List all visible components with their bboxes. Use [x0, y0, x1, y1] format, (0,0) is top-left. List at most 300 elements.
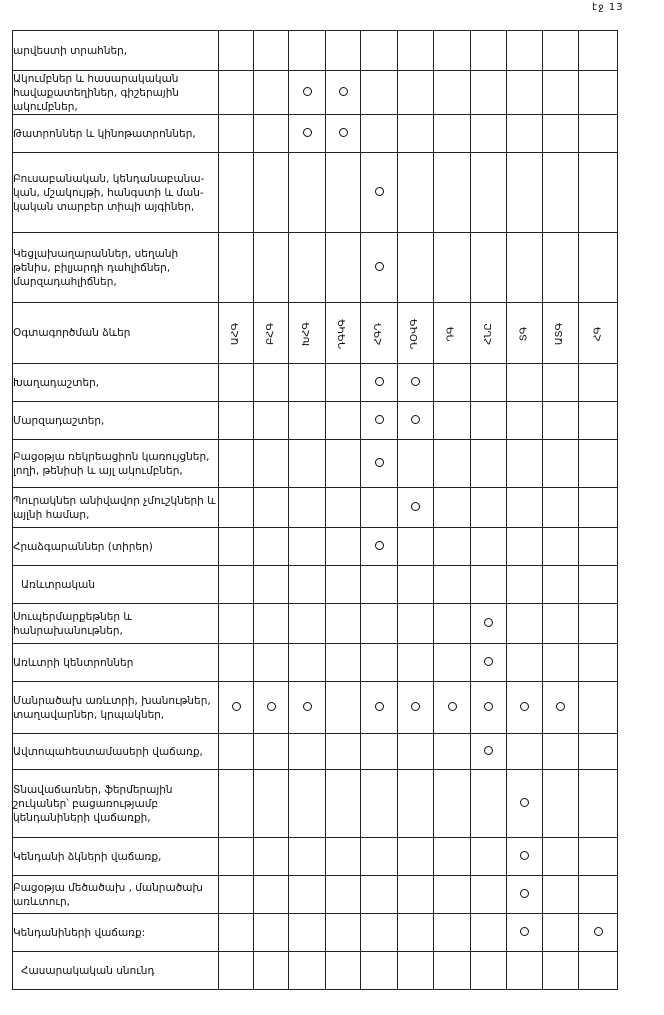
- table-cell: [289, 566, 326, 604]
- row-label: Թատրոններ և կինոթատրոններ,: [13, 115, 219, 153]
- table-cell: [507, 682, 543, 734]
- table-cell: [434, 734, 471, 770]
- table-row: [13, 838, 618, 876]
- table-cell: [579, 233, 618, 303]
- circle-mark-icon: [375, 541, 384, 550]
- table-cell: [326, 838, 361, 876]
- table-cell: [543, 402, 579, 440]
- table-cell: [398, 115, 434, 153]
- table-cell: [254, 566, 289, 604]
- table-cell: [434, 31, 471, 71]
- table-cell: [543, 734, 579, 770]
- circle-mark-icon: [520, 702, 529, 711]
- table-cell: [543, 838, 579, 876]
- section-row: [13, 952, 618, 990]
- table-cell: [289, 233, 326, 303]
- row-label: Սուպերմարքեթներ և հանրախանութներ,: [13, 604, 219, 644]
- row-label: Խաղադաշտեր,: [13, 364, 219, 402]
- table-cell: [254, 71, 289, 115]
- table-cell: [434, 115, 471, 153]
- table-cell: [434, 644, 471, 682]
- table-cell: [471, 440, 507, 488]
- table-cell: [434, 71, 471, 115]
- table-cell: [434, 233, 471, 303]
- circle-mark-icon: [484, 657, 493, 666]
- circle-mark-icon: [375, 262, 384, 271]
- table-cell: [326, 364, 361, 402]
- page-number: էջ 13: [592, 2, 624, 13]
- table-cell: [254, 31, 289, 71]
- column-header: [326, 303, 361, 364]
- table-cell: [579, 682, 618, 734]
- table-cell: [219, 604, 254, 644]
- circle-mark-icon: [484, 746, 493, 755]
- table-cell: [471, 734, 507, 770]
- table-cell: [543, 682, 579, 734]
- circle-mark-icon: [411, 502, 420, 511]
- table-cell: [434, 952, 471, 990]
- row-label: Բացօթյա մեծածախ , մանրածախ առևտուր,: [13, 876, 219, 914]
- table-cell: [289, 838, 326, 876]
- table-cell: [361, 31, 398, 71]
- table-cell: [543, 876, 579, 914]
- column-header: [219, 303, 254, 364]
- table-cell: [326, 604, 361, 644]
- table-cell: [398, 31, 434, 71]
- table-cell: [579, 838, 618, 876]
- section-title: Հասարակական սնունդ: [13, 952, 219, 990]
- column-header: [543, 303, 579, 364]
- table-cell: [254, 914, 289, 952]
- table-cell: [579, 770, 618, 838]
- table-cell: [361, 528, 398, 566]
- table-cell: [326, 952, 361, 990]
- table-cell: [471, 528, 507, 566]
- table-cell: [434, 838, 471, 876]
- table-cell: [398, 644, 434, 682]
- column-header: [254, 303, 289, 364]
- table-row: [13, 528, 618, 566]
- table-cell: [507, 488, 543, 528]
- table-cell: [219, 566, 254, 604]
- table-cell: [434, 770, 471, 838]
- table-row: [13, 682, 618, 734]
- table-row: [13, 31, 618, 71]
- table-cell: [398, 364, 434, 402]
- table-cell: [326, 233, 361, 303]
- table-cell: [471, 644, 507, 682]
- table-cell: [361, 71, 398, 115]
- circle-mark-icon: [375, 702, 384, 711]
- table-cell: [289, 644, 326, 682]
- table-cell: [579, 71, 618, 115]
- table-cell: [254, 682, 289, 734]
- table-cell: [326, 488, 361, 528]
- table-cell: [254, 770, 289, 838]
- table-cell: [219, 402, 254, 440]
- table-cell: [471, 364, 507, 402]
- table-cell: [361, 876, 398, 914]
- row-label: Տնավաճառներ, ֆերմերային շուկաներ՝ բացառությամբ կենդանիների վաճառքի,: [13, 770, 219, 838]
- row-label: Պուրակներ անիվավոր չմուշկների և այլնի համար,: [13, 488, 219, 528]
- circle-mark-icon: [375, 415, 384, 424]
- column-header-label: ԱՏԳ: [554, 322, 566, 345]
- column-header-label: ԲՀԳ: [264, 322, 276, 345]
- table-cell: [254, 364, 289, 402]
- table-cell: [507, 566, 543, 604]
- table-cell: [326, 115, 361, 153]
- table-cell: [398, 770, 434, 838]
- row-label: Բուսաբանական, կենդանաբանա-կան, մշակույթի, հանգստի և ման-կական տարբեր տիպի այգիներ,: [13, 153, 219, 233]
- table-cell: [254, 644, 289, 682]
- table-cell: [434, 604, 471, 644]
- table-cell: [398, 838, 434, 876]
- table-cell: [289, 876, 326, 914]
- table-cell: [254, 838, 289, 876]
- table-cell: [289, 153, 326, 233]
- table-cell: [361, 604, 398, 644]
- row-label: արվեստի տրահներ,: [13, 31, 219, 71]
- table-cell: [507, 734, 543, 770]
- table-cell: [579, 31, 618, 71]
- table-cell: [398, 876, 434, 914]
- table-cell: [219, 364, 254, 402]
- table-cell: [326, 31, 361, 71]
- table-cell: [398, 566, 434, 604]
- table-cell: [219, 838, 254, 876]
- row-label: Բացօթյա ռեկրեացիոն կառույցներ, լողի, թենիսի և այլ ակումբներ,: [13, 440, 219, 488]
- table-cell: [219, 770, 254, 838]
- table-cell: [471, 838, 507, 876]
- table-cell: [507, 876, 543, 914]
- circle-mark-icon: [375, 187, 384, 196]
- table-cell: [398, 528, 434, 566]
- table-row: [13, 364, 618, 402]
- table-cell: [219, 952, 254, 990]
- table-cell: [579, 440, 618, 488]
- table-cell: [326, 876, 361, 914]
- table-cell: [434, 153, 471, 233]
- table-cell: [507, 440, 543, 488]
- table-cell: [507, 952, 543, 990]
- table-cell: [434, 914, 471, 952]
- table-cell: [254, 488, 289, 528]
- table-cell: [398, 402, 434, 440]
- circle-mark-icon: [484, 702, 493, 711]
- table-cell: [289, 734, 326, 770]
- table-cell: [579, 604, 618, 644]
- table-cell: [219, 153, 254, 233]
- table-row: [13, 402, 618, 440]
- table-cell: [579, 115, 618, 153]
- circle-mark-icon: [303, 128, 312, 137]
- table-cell: [471, 682, 507, 734]
- column-header-label: ԴՕՎԳ: [409, 318, 421, 349]
- table-cell: [543, 528, 579, 566]
- table-cell: [326, 734, 361, 770]
- row-label: Ակումբներ և հասարակական հավաքատեղիներ, գիշերային ակումբներ,: [13, 71, 219, 115]
- table-cell: [219, 233, 254, 303]
- table-cell: [289, 604, 326, 644]
- table-cell: [579, 153, 618, 233]
- table-cell: [361, 115, 398, 153]
- table-cell: [361, 364, 398, 402]
- table-row: [13, 440, 618, 488]
- header-row: [13, 303, 618, 364]
- table-cell: [219, 488, 254, 528]
- table-cell: [254, 402, 289, 440]
- table-cell: [289, 402, 326, 440]
- table-cell: [289, 528, 326, 566]
- table-cell: [289, 71, 326, 115]
- table-cell: [219, 71, 254, 115]
- table-cell: [471, 876, 507, 914]
- table-cell: [543, 644, 579, 682]
- table-cell: [361, 402, 398, 440]
- table-cell: [471, 402, 507, 440]
- table-cell: [398, 952, 434, 990]
- table-cell: [543, 71, 579, 115]
- table-cell: [543, 914, 579, 952]
- table-row: [13, 604, 618, 644]
- table-cell: [361, 682, 398, 734]
- table-cell: [543, 488, 579, 528]
- table-cell: [254, 115, 289, 153]
- circle-mark-icon: [411, 415, 420, 424]
- table-cell: [219, 914, 254, 952]
- circle-mark-icon: [411, 702, 420, 711]
- circle-mark-icon: [520, 798, 529, 807]
- table-cell: [579, 952, 618, 990]
- table-cell: [326, 440, 361, 488]
- table-cell: [289, 682, 326, 734]
- circle-mark-icon: [267, 702, 276, 711]
- header-label: Օգտագործման ձևեր: [13, 303, 219, 364]
- row-label: Կենդանի ձկների վաճառք,: [13, 838, 219, 876]
- circle-mark-icon: [556, 702, 565, 711]
- table-cell: [579, 364, 618, 402]
- table-cell: [507, 528, 543, 566]
- table-cell: [579, 644, 618, 682]
- table-cell: [434, 364, 471, 402]
- table-row: [13, 153, 618, 233]
- table-row: [13, 233, 618, 303]
- table-cell: [543, 952, 579, 990]
- row-label: Առևտրի կենտրոններ: [13, 644, 219, 682]
- table-cell: [398, 682, 434, 734]
- table-cell: [434, 402, 471, 440]
- table-cell: [543, 770, 579, 838]
- column-header-label: ԱՀԳ: [229, 322, 241, 345]
- table-cell: [507, 233, 543, 303]
- table-cell: [361, 734, 398, 770]
- column-header-label: ՀԳ: [591, 326, 603, 341]
- row-label: Ավտոպահեստամասերի վաճառք,: [13, 734, 219, 770]
- table-cell: [326, 528, 361, 566]
- table-cell: [543, 440, 579, 488]
- table-cell: [579, 402, 618, 440]
- table-cell: [398, 488, 434, 528]
- table-cell: [326, 402, 361, 440]
- table-cell: [254, 604, 289, 644]
- table-cell: [361, 440, 398, 488]
- section-row: [13, 566, 618, 604]
- column-header-label: ԴԳ: [445, 325, 457, 342]
- table-cell: [543, 153, 579, 233]
- table-cell: [289, 115, 326, 153]
- table-cell: [326, 566, 361, 604]
- table-cell: [471, 488, 507, 528]
- table-cell: [398, 153, 434, 233]
- table-cell: [507, 644, 543, 682]
- table-cell: [289, 364, 326, 402]
- row-label: Մանրածախ առևտրի, խանութներ, տաղավարներ, կրպակներ,: [13, 682, 219, 734]
- circle-mark-icon: [594, 927, 603, 936]
- table-cell: [361, 153, 398, 233]
- table-row: [13, 71, 618, 115]
- column-header-label: ԽՀԳ: [300, 321, 312, 346]
- table-row: [13, 488, 618, 528]
- table-cell: [543, 31, 579, 71]
- table-cell: [471, 233, 507, 303]
- table-cell: [361, 566, 398, 604]
- column-header-label: ՀԳԴ: [372, 322, 384, 345]
- table-cell: [398, 734, 434, 770]
- table-cell: [579, 914, 618, 952]
- row-label: Կեցլախաղարաններ, սեղանի թենիս, բիլյարդի դահլիճներ, մարզադահլիճներ,: [13, 233, 219, 303]
- table-cell: [579, 876, 618, 914]
- circle-mark-icon: [411, 377, 420, 386]
- table-cell: [254, 440, 289, 488]
- table-cell: [398, 914, 434, 952]
- table-row: [13, 914, 618, 952]
- table-cell: [289, 914, 326, 952]
- table-cell: [326, 914, 361, 952]
- table-cell: [507, 153, 543, 233]
- circle-mark-icon: [339, 87, 348, 96]
- table-cell: [254, 153, 289, 233]
- circle-mark-icon: [375, 377, 384, 386]
- table-cell: [543, 604, 579, 644]
- table-cell: [326, 71, 361, 115]
- table-row: [13, 734, 618, 770]
- table-cell: [507, 364, 543, 402]
- column-header: [579, 303, 618, 364]
- column-header: [434, 303, 471, 364]
- table-cell: [326, 644, 361, 682]
- table-cell: [289, 31, 326, 71]
- column-header: [361, 303, 398, 364]
- table-cell: [219, 734, 254, 770]
- table-cell: [326, 682, 361, 734]
- circle-mark-icon: [484, 618, 493, 627]
- table-cell: [254, 528, 289, 566]
- table-row: [13, 770, 618, 838]
- table-cell: [579, 528, 618, 566]
- table-cell: [471, 71, 507, 115]
- table-cell: [471, 31, 507, 71]
- table-cell: [471, 604, 507, 644]
- circle-mark-icon: [303, 702, 312, 711]
- table-cell: [219, 440, 254, 488]
- table-row: [13, 876, 618, 914]
- column-header-label: ՀՆԸ: [482, 322, 494, 345]
- table-cell: [254, 734, 289, 770]
- table-cell: [398, 71, 434, 115]
- table-cell: [219, 115, 254, 153]
- column-header-label: ՏԳ: [518, 326, 530, 341]
- row-label: Մարզադաշտեր,: [13, 402, 219, 440]
- column-header: [507, 303, 543, 364]
- table-cell: [507, 402, 543, 440]
- table-cell: [219, 31, 254, 71]
- table-cell: [507, 71, 543, 115]
- table-cell: [471, 566, 507, 604]
- table-cell: [361, 952, 398, 990]
- table-cell: [361, 644, 398, 682]
- column-header-label: ԴԳԿԳ: [336, 318, 348, 349]
- table-cell: [289, 770, 326, 838]
- table-cell: [507, 115, 543, 153]
- table-row: [13, 644, 618, 682]
- table-cell: [471, 153, 507, 233]
- table-cell: [434, 876, 471, 914]
- table-cell: [326, 770, 361, 838]
- table-cell: [579, 566, 618, 604]
- circle-mark-icon: [303, 87, 312, 96]
- circle-mark-icon: [375, 458, 384, 467]
- table-cell: [434, 682, 471, 734]
- table-cell: [471, 952, 507, 990]
- table-cell: [543, 364, 579, 402]
- section-title: Առևտրական: [13, 566, 219, 604]
- column-header: [471, 303, 507, 364]
- circle-mark-icon: [520, 889, 529, 898]
- table-cell: [471, 115, 507, 153]
- circle-mark-icon: [448, 702, 457, 711]
- table-cell: [543, 115, 579, 153]
- column-header: [398, 303, 434, 364]
- table-cell: [398, 604, 434, 644]
- table-cell: [543, 566, 579, 604]
- table-cell: [434, 528, 471, 566]
- table-cell: [507, 838, 543, 876]
- table-cell: [219, 644, 254, 682]
- row-label: Կենդանիների վաճառք:: [13, 914, 219, 952]
- table-cell: [507, 31, 543, 71]
- table-cell: [434, 488, 471, 528]
- table-cell: [326, 153, 361, 233]
- table-cell: [361, 914, 398, 952]
- table-cell: [219, 876, 254, 914]
- circle-mark-icon: [520, 851, 529, 860]
- table-cell: [361, 488, 398, 528]
- usage-table: [12, 30, 618, 990]
- column-header: [289, 303, 326, 364]
- table-cell: [507, 604, 543, 644]
- table-cell: [361, 838, 398, 876]
- table-cell: [507, 914, 543, 952]
- table-cell: [471, 770, 507, 838]
- table-cell: [289, 952, 326, 990]
- table-cell: [254, 952, 289, 990]
- table-cell: [507, 770, 543, 838]
- circle-mark-icon: [339, 128, 348, 137]
- table-cell: [471, 914, 507, 952]
- table-cell: [361, 770, 398, 838]
- table-cell: [543, 233, 579, 303]
- table-cell: [361, 233, 398, 303]
